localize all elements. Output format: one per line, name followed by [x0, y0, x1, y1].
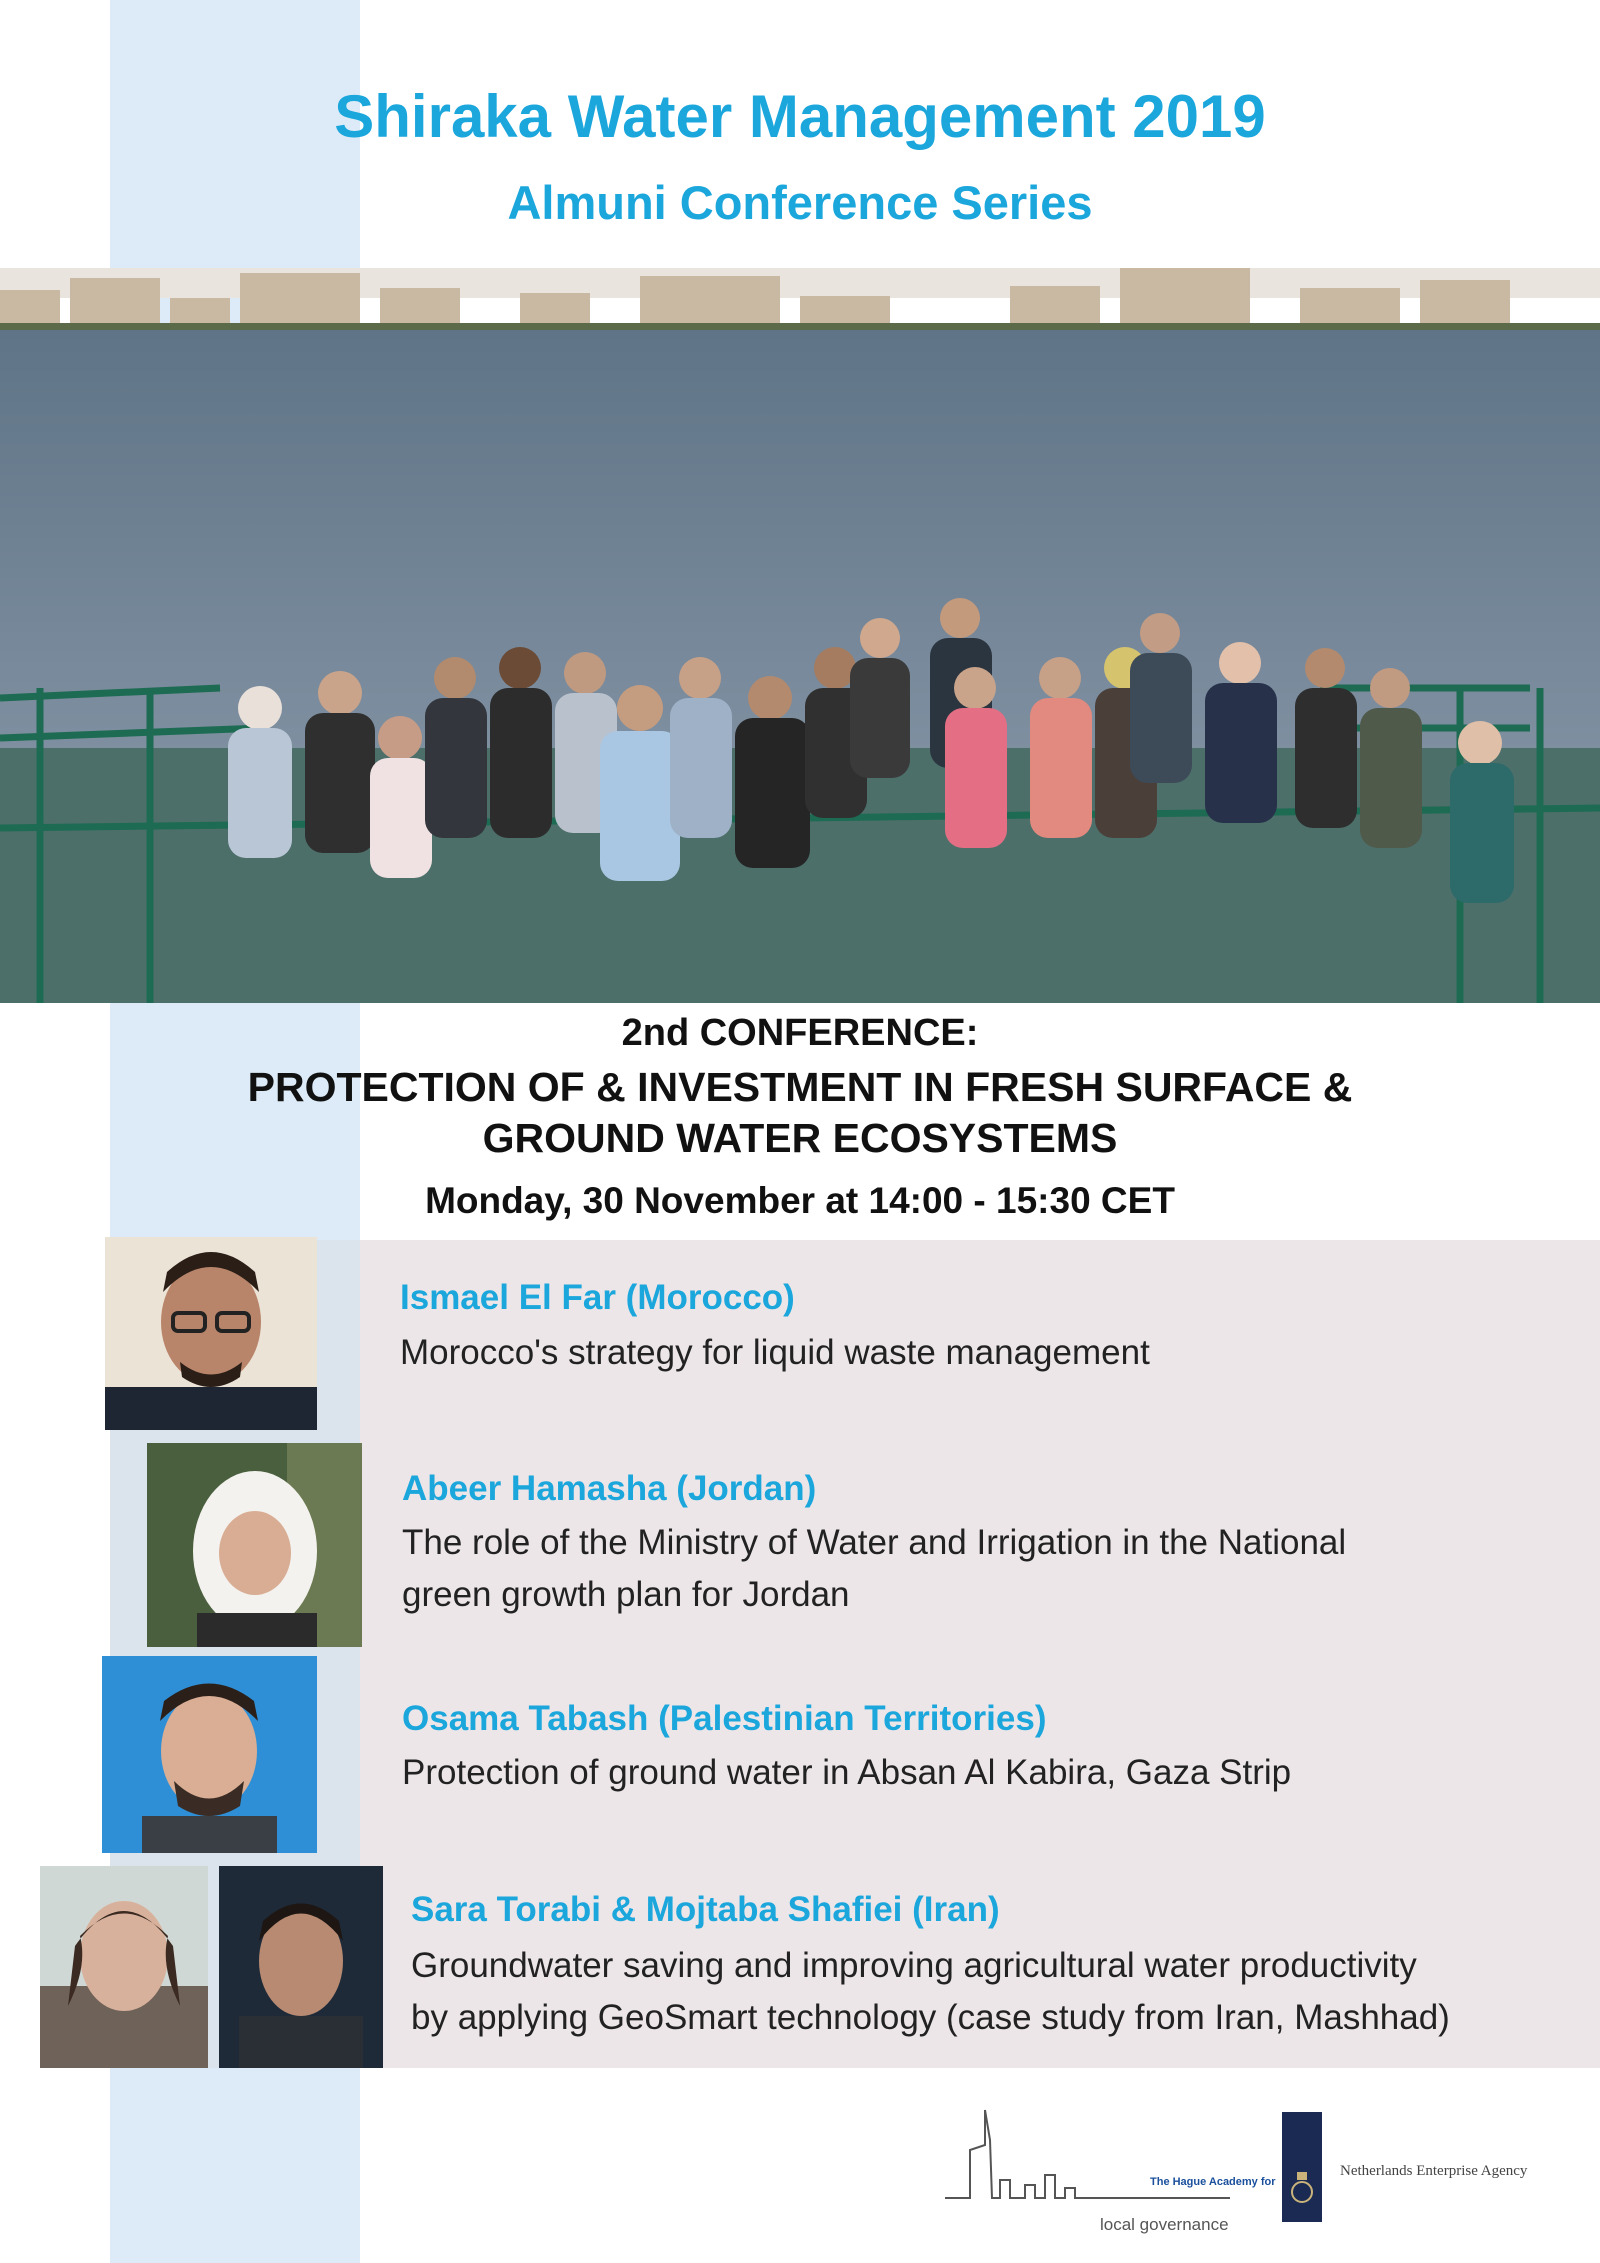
speaker-talk-line1: Morocco's strategy for liquid waste management — [400, 1333, 1150, 1372]
speaker-portrait — [40, 1866, 208, 2068]
conference-theme — [0, 1062, 1600, 1164]
hague-academy-logo — [940, 2100, 1260, 2230]
speaker-name: Osama Tabash (Palestinian Territories) — [402, 1699, 1047, 1738]
speaker-talk-line1: Protection of ground water in Absan Al Kabira, Gaza Strip — [402, 1753, 1292, 1792]
hague-name: local governance — [1100, 2215, 1229, 2234]
speaker-name: Abeer Hamasha (Jordan) — [402, 1469, 817, 1508]
speaker-portrait — [105, 1237, 317, 1430]
speaker-portrait — [147, 1443, 362, 1647]
speaker-talk — [402, 1747, 1291, 1799]
conference-theme-line1: PROTECTION OF & INVESTMENT IN FRESH SURFACE & — [247, 1064, 1353, 1110]
speaker-talk-line1: The role of the Ministry of Water and Irrigation in the National — [402, 1523, 1347, 1562]
group-photo — [0, 268, 1600, 1003]
speaker-talk-line2: green growth plan for Jordan — [402, 1575, 850, 1614]
speaker-talk — [402, 1517, 1346, 1621]
speaker-portrait — [102, 1656, 317, 1853]
speaker-name: Ismael El Far (Morocco) — [400, 1278, 795, 1317]
conference-number: 2nd CONFERENCE: — [621, 1012, 979, 1054]
conference-datetime: Monday, 30 November at 14:00 - 15:30 CET — [425, 1180, 1175, 1221]
speaker-talk — [411, 1940, 1450, 2044]
speaker-talk-line1: Groundwater saving and improving agricultural water productivity — [411, 1946, 1417, 1985]
poster-title: Shiraka Water Management 2019 — [334, 83, 1266, 150]
speaker-talk-line2: by applying GeoSmart technology (case study from Iran, Mashhad) — [411, 1998, 1450, 2037]
netherlands-agency-name: Netherlands Enterprise Agency — [1340, 2163, 1528, 2179]
speaker-portrait — [219, 1866, 383, 2068]
poster-subtitle: Almuni Conference Series — [507, 176, 1093, 229]
conference-theme-line2: GROUND WATER ECOSYSTEMS — [482, 1115, 1118, 1161]
speaker-talk — [400, 1327, 1150, 1379]
speaker-name: Sara Torabi & Mojtaba Shafiei (Iran) — [411, 1890, 1000, 1929]
hague-tagline: The Hague Academy for — [1150, 2176, 1276, 2188]
